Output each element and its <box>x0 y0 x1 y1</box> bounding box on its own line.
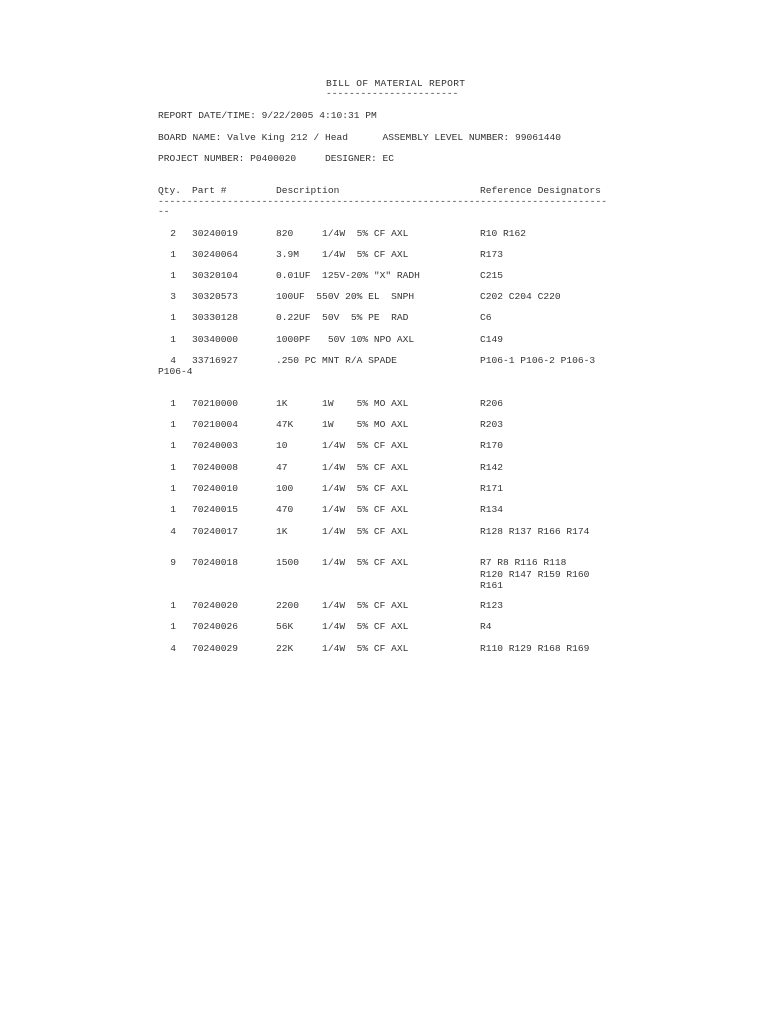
qty-cell: 1 <box>170 270 176 281</box>
qty-cell: 2 <box>170 228 176 239</box>
reference-designators-cell: R4 <box>480 621 492 632</box>
description-cell: 100UF 550V 20% EL SNPH <box>276 291 415 302</box>
reference-designators-cell: R10 R162 <box>480 228 527 239</box>
description-cell: 56K 1/4W 5% CF AXL <box>276 621 409 632</box>
qty-cell: 1 <box>170 621 176 632</box>
project-number-line: PROJECT NUMBER: P0400020 DESIGNER: EC <box>158 153 395 164</box>
part-number-cell: 33716927 <box>192 355 239 366</box>
table-row <box>0 526 768 538</box>
qty-cell: 4 <box>170 643 176 654</box>
reference-designators-cell: R134 <box>480 504 504 515</box>
table-row <box>0 228 768 240</box>
qty-cell: 1 <box>170 462 176 473</box>
part-number-cell: 70240017 <box>192 526 239 537</box>
qty-cell: 9 <box>170 557 176 568</box>
qty-cell: 3 <box>170 291 176 302</box>
part-number-cell: 30240064 <box>192 249 239 260</box>
qty-cell: 1 <box>170 334 176 345</box>
header-separator: ------------------------------------------------------------------------------ <box>158 196 608 207</box>
reference-designators-cell: C215 <box>480 270 504 281</box>
part-header: Part # <box>192 185 227 196</box>
table-row <box>0 643 768 655</box>
description-cell: 0.01UF 125V-20% "X" RADH <box>276 270 420 281</box>
part-number-cell: 70240018 <box>192 557 239 568</box>
reference-designators-cell: R170 <box>480 440 504 451</box>
part-number-cell: 30320104 <box>192 270 239 281</box>
qty-cell: 1 <box>170 249 176 260</box>
qty-cell: 4 <box>170 355 176 366</box>
reference-designators-cell: C202 C204 C220 <box>480 291 561 302</box>
reference-designators-cell: R128 R137 R166 R174 <box>480 526 590 537</box>
table-row <box>0 398 768 410</box>
part-number-cell: 70240029 <box>192 643 239 654</box>
qty-cell: 1 <box>170 312 176 323</box>
part-number-cell: 30240019 <box>192 228 239 239</box>
qty-header: Qty. <box>158 185 182 196</box>
description-cell: 1K 1W 5% MO AXL <box>276 398 409 409</box>
qty-cell: 1 <box>170 419 176 430</box>
reference-header: Reference Designators <box>480 185 601 196</box>
table-row <box>0 312 768 324</box>
description-cell: 470 1/4W 5% CF AXL <box>276 504 409 515</box>
reference-designators-cell: R206 <box>480 398 504 409</box>
description-cell: 1000PF 50V 10% NPO AXL <box>276 334 415 345</box>
table-row <box>0 600 768 612</box>
description-cell: 100 1/4W 5% CF AXL <box>276 483 409 494</box>
part-number-cell: 30330128 <box>192 312 239 323</box>
table-row <box>0 504 768 516</box>
header-separator-wrap: -- <box>158 206 170 217</box>
reference-designators-cell: R110 R129 R168 R169 <box>480 643 590 654</box>
table-row <box>0 557 768 569</box>
reference-designators-cell: R123 <box>480 600 504 611</box>
part-number-cell: 70210004 <box>192 419 239 430</box>
table-row <box>0 440 768 452</box>
description-cell: 2200 1/4W 5% CF AXL <box>276 600 409 611</box>
description-cell: 0.22UF 50V 5% PE RAD <box>276 312 409 323</box>
reference-designators-cell: R173 <box>480 249 504 260</box>
qty-cell: 4 <box>170 526 176 537</box>
qty-cell: 1 <box>170 398 176 409</box>
table-row <box>0 621 768 633</box>
qty-cell: 1 <box>170 504 176 515</box>
description-cell: 47 1/4W 5% CF AXL <box>276 462 409 473</box>
qty-cell: 1 <box>170 483 176 494</box>
table-row <box>0 291 768 303</box>
title-underline: ----------------------- <box>326 88 459 99</box>
part-number-cell: 70210000 <box>192 398 239 409</box>
description-cell: 3.9M 1/4W 5% CF AXL <box>276 249 409 260</box>
description-cell: 22K 1/4W 5% CF AXL <box>276 643 409 654</box>
reference-designators-wrap: P106-4 <box>158 366 193 377</box>
description-cell: 1K 1/4W 5% CF AXL <box>276 526 409 537</box>
report-title: BILL OF MATERIAL REPORT <box>326 78 466 89</box>
reference-designators-cell: R203 <box>480 419 504 430</box>
description-cell: .250 PC MNT R/A SPADE <box>276 355 397 366</box>
reference-designators-cell: P106-1 P106-2 P106-3 <box>480 355 596 366</box>
part-number-cell: 70240003 <box>192 440 239 451</box>
table-row <box>0 249 768 261</box>
part-number-cell: 70240020 <box>192 600 239 611</box>
description-cell: 47K 1W 5% MO AXL <box>276 419 409 430</box>
table-row <box>0 483 768 495</box>
part-number-cell: 70240008 <box>192 462 239 473</box>
reference-designators-cell: R171 <box>480 483 504 494</box>
part-number-cell: 70240015 <box>192 504 239 515</box>
description-cell: 10 1/4W 5% CF AXL <box>276 440 409 451</box>
reference-designators-cell: R7 R8 R116 R118 R120 R147 R159 R160 R161 <box>480 557 590 591</box>
table-row <box>0 355 768 367</box>
board-name-line: BOARD NAME: Valve King 212 / Head ASSEMBLY LEVEL NUMBER: 99061440 <box>158 132 562 143</box>
qty-cell: 1 <box>170 440 176 451</box>
table-row <box>0 334 768 346</box>
part-number-cell: 70240010 <box>192 483 239 494</box>
part-number-cell: 30340000 <box>192 334 239 345</box>
description-cell: 1500 1/4W 5% CF AXL <box>276 557 409 568</box>
table-row <box>0 270 768 282</box>
part-number-cell: 30320573 <box>192 291 239 302</box>
reference-designators-cell: C149 <box>480 334 504 345</box>
reference-designators-cell: R142 <box>480 462 504 473</box>
qty-cell: 1 <box>170 600 176 611</box>
table-row <box>0 419 768 431</box>
reference-designators-cell: C6 <box>480 312 492 323</box>
part-number-cell: 70240026 <box>192 621 239 632</box>
report-datetime: REPORT DATE/TIME: 9/22/2005 4:10:31 PM <box>158 110 377 121</box>
table-row <box>0 462 768 474</box>
description-header: Description <box>276 185 340 196</box>
description-cell: 820 1/4W 5% CF AXL <box>276 228 409 239</box>
